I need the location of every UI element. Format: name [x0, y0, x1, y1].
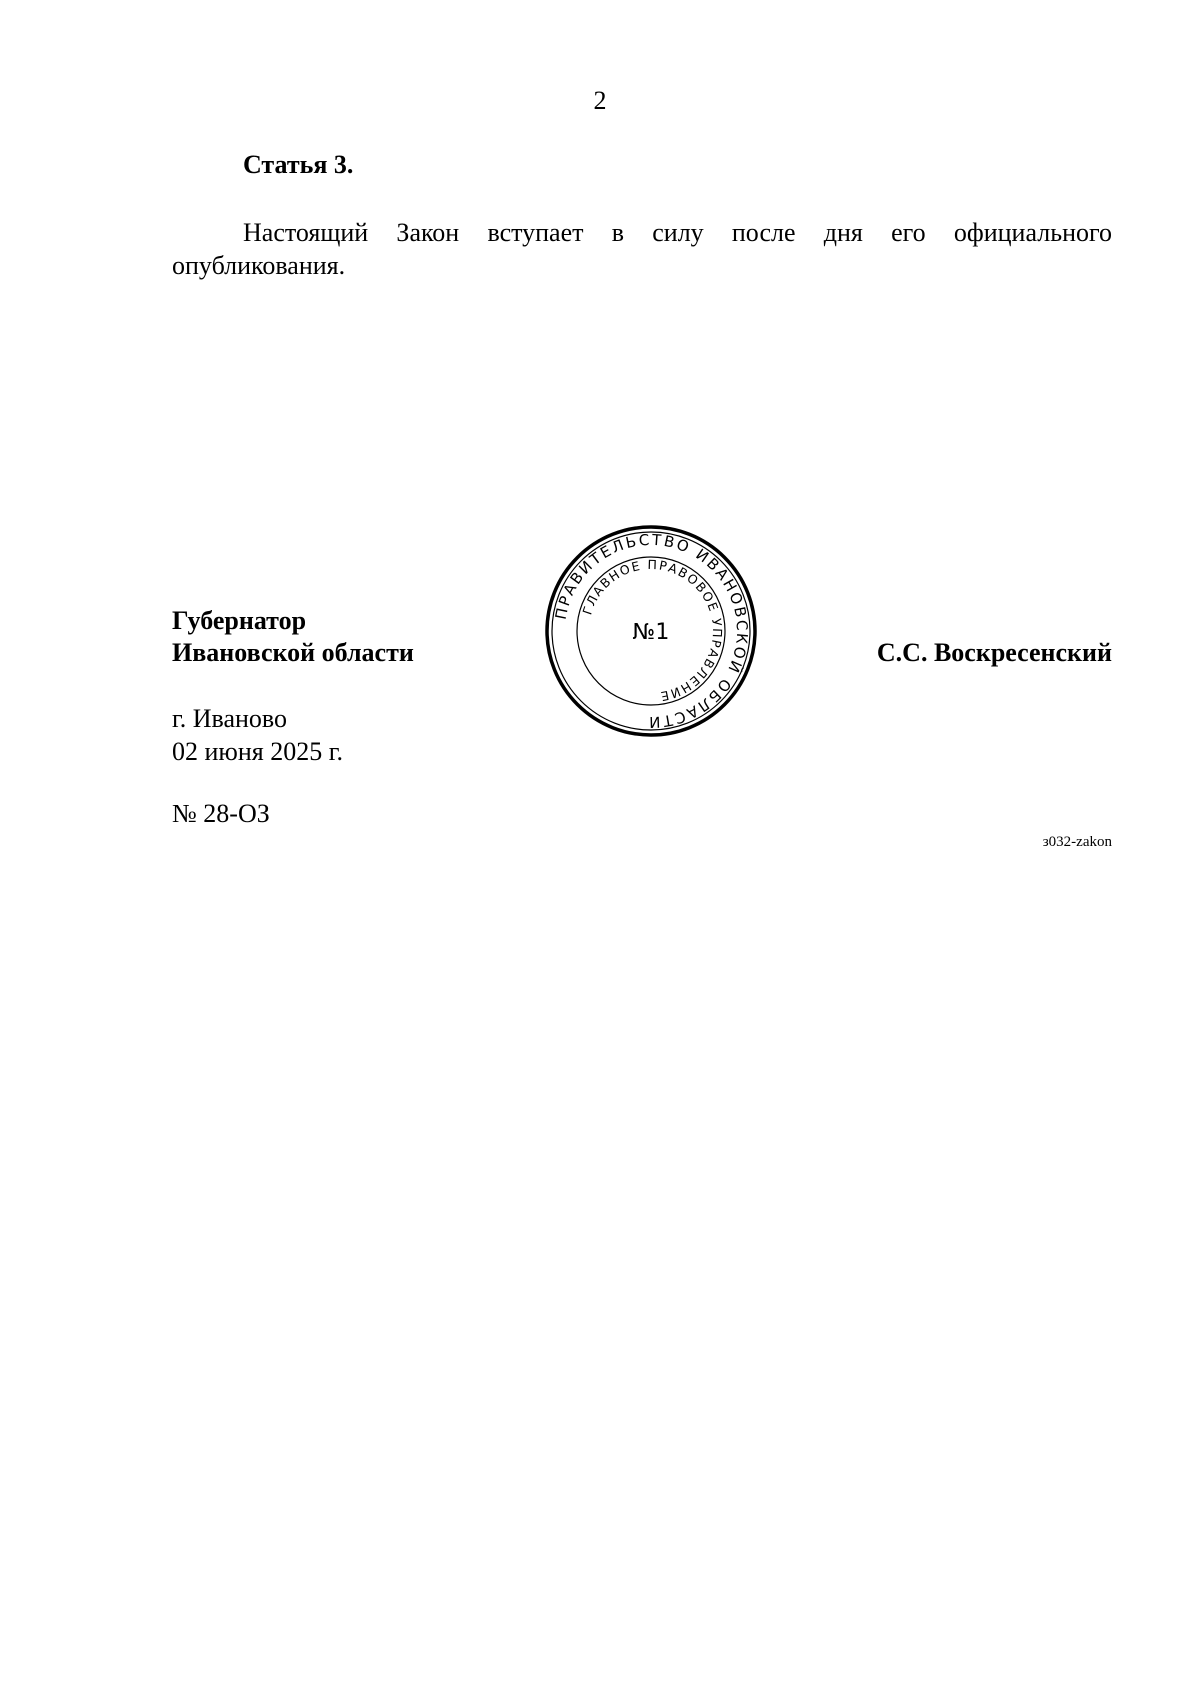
signer-title-line2: Ивановской области [172, 638, 414, 667]
seal-graphic [543, 523, 759, 739]
signer-title [172, 605, 414, 669]
seal-outer-text: ПРАВИТЕЛЬСТВО ИВАНОВСКОЙ ОБЛАСТИ [551, 530, 752, 732]
issuance-place: г. Иваново [172, 704, 287, 733]
law-number: № 28-ОЗ [172, 799, 270, 828]
official-seal-stamp [543, 523, 759, 739]
article-text: Настоящий Закон вступает в силу после дня его официального опубликования. [172, 218, 1112, 280]
signer-name: С.С. Воскресенский [876, 638, 1112, 667]
seal-inner-text: ГЛАВНОЕ ПРАВОВОЕ УПРАВЛЕНИЕ [579, 556, 726, 705]
place-date-block [172, 702, 343, 768]
article-heading: Статья 3. [243, 150, 354, 179]
issuance-date: 02 июня 2025 г. [172, 737, 343, 766]
signer-title-line1: Губернатор [172, 606, 307, 635]
page-number: 2 [593, 86, 607, 115]
seal-center-text: №1 [632, 620, 670, 645]
document-code: з032-zakon [1042, 834, 1112, 850]
